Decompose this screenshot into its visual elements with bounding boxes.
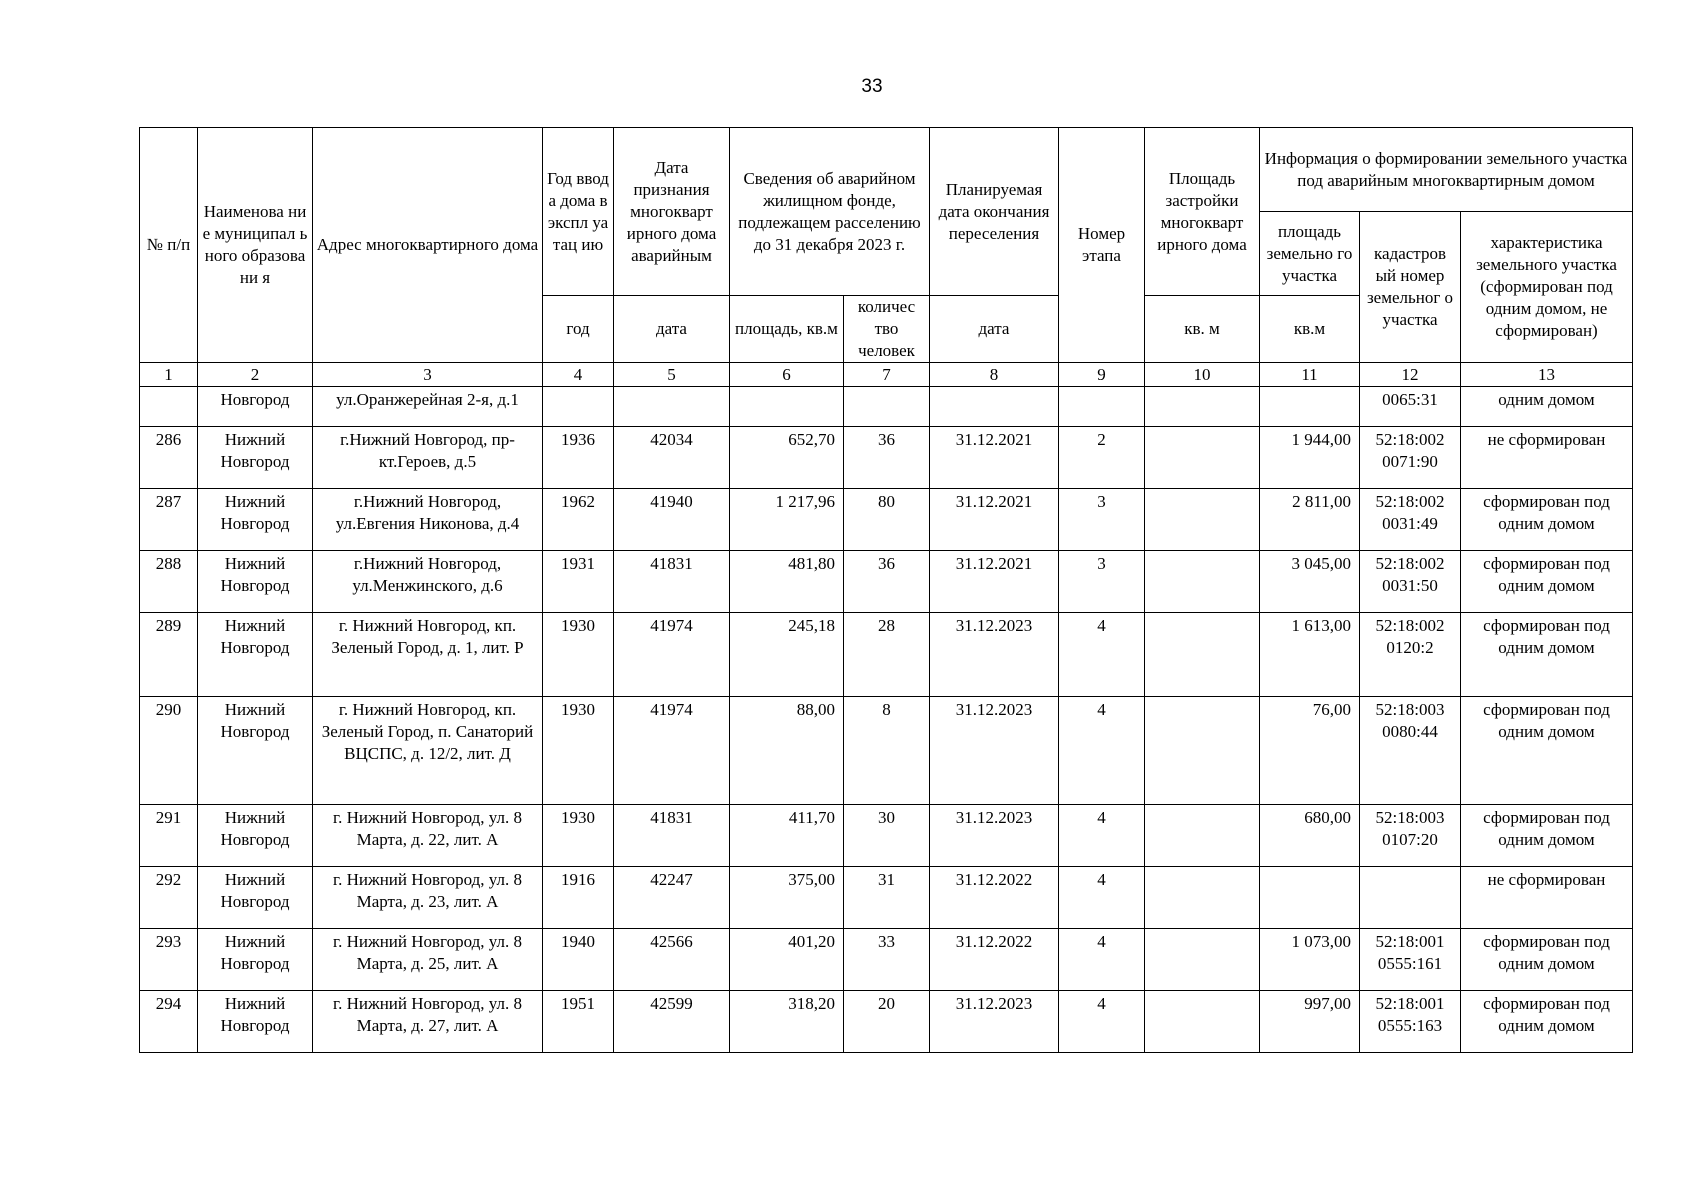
header-land-area: площадь земельно го участка	[1260, 212, 1360, 296]
stage-cell: 2	[1059, 427, 1145, 489]
recognition-date-cell: 41831	[614, 551, 730, 613]
col-number: 2	[198, 363, 313, 387]
row-number: 292	[140, 867, 198, 929]
row-number: 289	[140, 613, 198, 697]
year-cell: 1940	[543, 929, 614, 991]
header-number: № п/п	[140, 128, 198, 363]
table-row	[140, 551, 1633, 613]
area-cell: 1 217,96	[730, 489, 844, 551]
table-row	[140, 805, 1633, 867]
people-cell	[844, 387, 930, 427]
year-cell: 1930	[543, 613, 614, 697]
header-municipality: Наименова ние муниципал ьного образовани я	[198, 128, 313, 363]
col-number: 9	[1059, 363, 1145, 387]
col-number: 4	[543, 363, 614, 387]
land-area-cell: 3 045,00	[1260, 551, 1360, 613]
people-cell: 80	[844, 489, 930, 551]
unit-date: дата	[614, 296, 730, 363]
building-area-cell	[1145, 387, 1260, 427]
planned-date-cell: 31.12.2023	[930, 697, 1059, 805]
table-row	[140, 613, 1633, 697]
land-char-cell: сформирован под одним домом	[1461, 929, 1633, 991]
land-area-cell: 1 613,00	[1260, 613, 1360, 697]
unit-area: площадь, кв.м	[730, 296, 844, 363]
row-number: 293	[140, 929, 198, 991]
land-char-cell: сформирован под одним домом	[1461, 489, 1633, 551]
year-cell: 1916	[543, 867, 614, 929]
year-cell: 1962	[543, 489, 614, 551]
address-cell: г.Нижний Новгород, пр-кт.Героев, д.5	[313, 427, 543, 489]
year-cell: 1936	[543, 427, 614, 489]
address-cell: г. Нижний Новгород, ул. 8 Марта, д. 22, лит. А	[313, 805, 543, 867]
people-cell: 33	[844, 929, 930, 991]
table-row	[140, 929, 1633, 991]
header-land-info: Информация о формировании земельного участка под аварийным многоквартирным домом	[1260, 128, 1633, 212]
planned-date-cell: 31.12.2022	[930, 867, 1059, 929]
municipality-cell: Нижний Новгород	[198, 551, 313, 613]
land-char-cell: сформирован под одним домом	[1461, 991, 1633, 1053]
area-cell: 375,00	[730, 867, 844, 929]
people-cell: 20	[844, 991, 930, 1053]
stage-cell: 4	[1059, 867, 1145, 929]
municipality-cell: Нижний Новгород	[198, 489, 313, 551]
table-row	[140, 489, 1633, 551]
stage-cell: 4	[1059, 991, 1145, 1053]
building-area-cell	[1145, 929, 1260, 991]
cadastral-cell	[1360, 867, 1461, 929]
people-cell: 36	[844, 427, 930, 489]
land-area-cell: 76,00	[1260, 697, 1360, 805]
planned-date-cell: 31.12.2023	[930, 805, 1059, 867]
table-body	[140, 387, 1633, 1053]
year-cell: 1930	[543, 697, 614, 805]
land-char-cell: не сформирован	[1461, 867, 1633, 929]
building-area-cell	[1145, 489, 1260, 551]
row-number: 290	[140, 697, 198, 805]
unit-people: количес тво человек	[844, 296, 930, 363]
address-cell: г.Нижний Новгород, ул.Евгения Никонова, д.4	[313, 489, 543, 551]
address-cell: г. Нижний Новгород, ул. 8 Марта, д. 27, лит. А	[313, 991, 543, 1053]
stage-cell	[1059, 387, 1145, 427]
cadastral-cell: 52:18:002 0031:49	[1360, 489, 1461, 551]
area-cell: 652,70	[730, 427, 844, 489]
header-land-char: характеристика земельного участка (сформирован под одним домом, не сформирован)	[1461, 212, 1633, 363]
unit-planned-date: дата	[930, 296, 1059, 363]
people-cell: 8	[844, 697, 930, 805]
address-cell: г.Нижний Новгород, ул.Менжинского, д.6	[313, 551, 543, 613]
year-cell	[543, 387, 614, 427]
row-number: 286	[140, 427, 198, 489]
cadastral-cell: 52:18:001 0555:161	[1360, 929, 1461, 991]
people-cell: 31	[844, 867, 930, 929]
col-number: 1	[140, 363, 198, 387]
stage-cell: 4	[1059, 697, 1145, 805]
col-number: 12	[1360, 363, 1461, 387]
building-area-cell	[1145, 697, 1260, 805]
recognition-date-cell: 41974	[614, 613, 730, 697]
municipality-cell: Нижний Новгород	[198, 867, 313, 929]
recognition-date-cell: 42599	[614, 991, 730, 1053]
land-char-cell: сформирован под одним домом	[1461, 613, 1633, 697]
area-cell: 411,70	[730, 805, 844, 867]
building-area-cell	[1145, 551, 1260, 613]
address-cell: г. Нижний Новгород, кп. Зеленый Город, д. 1, лит. Р	[313, 613, 543, 697]
year-cell: 1951	[543, 991, 614, 1053]
table-row	[140, 427, 1633, 489]
area-cell: 88,00	[730, 697, 844, 805]
col-number: 5	[614, 363, 730, 387]
stage-cell: 4	[1059, 929, 1145, 991]
planned-date-cell: 31.12.2022	[930, 929, 1059, 991]
unit-year: год	[543, 296, 614, 363]
planned-date-cell: 31.12.2021	[930, 427, 1059, 489]
header-year-built: Год ввода дома в экспл уатац ию	[543, 128, 614, 296]
year-cell: 1931	[543, 551, 614, 613]
row-number: 294	[140, 991, 198, 1053]
cadastral-cell: 52:18:003 0080:44	[1360, 697, 1461, 805]
col-number: 8	[930, 363, 1059, 387]
cadastral-cell: 0065:31	[1360, 387, 1461, 427]
land-area-cell: 680,00	[1260, 805, 1360, 867]
area-cell	[730, 387, 844, 427]
municipality-cell: Новгород	[198, 387, 313, 427]
col-number: 10	[1145, 363, 1260, 387]
municipality-cell: Нижний Новгород	[198, 929, 313, 991]
address-cell: г. Нижний Новгород, ул. 8 Марта, д. 25, лит. А	[313, 929, 543, 991]
land-area-cell: 2 811,00	[1260, 489, 1360, 551]
cadastral-cell: 52:18:002 0071:90	[1360, 427, 1461, 489]
header-stage: Номер этапа	[1059, 128, 1145, 363]
municipality-cell: Нижний Новгород	[198, 427, 313, 489]
planned-date-cell: 31.12.2023	[930, 991, 1059, 1053]
municipality-cell: Нижний Новгород	[198, 805, 313, 867]
col-number: 3	[313, 363, 543, 387]
cadastral-cell: 52:18:001 0555:163	[1360, 991, 1461, 1053]
area-cell: 481,80	[730, 551, 844, 613]
row-number: 288	[140, 551, 198, 613]
year-cell: 1930	[543, 805, 614, 867]
land-area-cell: 1 073,00	[1260, 929, 1360, 991]
planned-date-cell: 31.12.2023	[930, 613, 1059, 697]
land-char-cell: сформирован под одним домом	[1461, 551, 1633, 613]
col-number: 11	[1260, 363, 1360, 387]
municipality-cell: Нижний Новгород	[198, 613, 313, 697]
cadastral-cell: 52:18:003 0107:20	[1360, 805, 1461, 867]
municipality-cell: Нижний Новгород	[198, 991, 313, 1053]
page-number: 33	[861, 76, 883, 97]
land-area-cell: 1 944,00	[1260, 427, 1360, 489]
building-area-cell	[1145, 991, 1260, 1053]
table-row	[140, 867, 1633, 929]
row-number	[140, 387, 198, 427]
row-number: 291	[140, 805, 198, 867]
building-area-cell	[1145, 867, 1260, 929]
address-cell: г. Нижний Новгород, кп. Зеленый Город, п. Санаторий ВЦСПС, д. 12/2, лит. Д	[313, 697, 543, 805]
planned-date-cell: 31.12.2021	[930, 489, 1059, 551]
land-area-cell	[1260, 387, 1360, 427]
recognition-date-cell: 42566	[614, 929, 730, 991]
stage-cell: 3	[1059, 489, 1145, 551]
header-recognition-date: Дата признания многокварт ирного дома аварийным	[614, 128, 730, 296]
stage-cell: 4	[1059, 613, 1145, 697]
header-address: Адрес многоквартирного дома	[313, 128, 543, 363]
land-area-cell	[1260, 867, 1360, 929]
building-area-cell	[1145, 805, 1260, 867]
planned-date-cell: 31.12.2021	[930, 551, 1059, 613]
recognition-date-cell: 41974	[614, 697, 730, 805]
people-cell: 36	[844, 551, 930, 613]
col-number: 13	[1461, 363, 1633, 387]
table-row	[140, 991, 1633, 1053]
col-number: 7	[844, 363, 930, 387]
planned-date-cell	[930, 387, 1059, 427]
address-cell: г. Нижний Новгород, ул. 8 Марта, д. 23, лит. А	[313, 867, 543, 929]
unit-land-area: кв.м	[1260, 296, 1360, 363]
header-emergency-fund: Сведения об аварийном жилищном фонде, подлежащем расселению до 31 декабря 2023 г.	[730, 128, 930, 296]
recognition-date-cell: 42247	[614, 867, 730, 929]
building-area-cell	[1145, 613, 1260, 697]
header-building-area: Площадь застройки многокварт ирного дома	[1145, 128, 1260, 296]
area-cell: 318,20	[730, 991, 844, 1053]
land-char-cell: не сформирован	[1461, 427, 1633, 489]
area-cell: 245,18	[730, 613, 844, 697]
people-cell: 30	[844, 805, 930, 867]
recognition-date-cell: 41940	[614, 489, 730, 551]
land-char-cell: одним домом	[1461, 387, 1633, 427]
building-area-cell	[1145, 427, 1260, 489]
row-number: 287	[140, 489, 198, 551]
stage-cell: 4	[1059, 805, 1145, 867]
land-char-cell: сформирован под одним домом	[1461, 805, 1633, 867]
table-row	[140, 697, 1633, 805]
stage-cell: 3	[1059, 551, 1145, 613]
recognition-date-cell: 42034	[614, 427, 730, 489]
address-cell: ул.Оранжерейная 2-я, д.1	[313, 387, 543, 427]
cadastral-cell: 52:18:002 0031:50	[1360, 551, 1461, 613]
emergency-housing-table	[139, 127, 1633, 1053]
area-cell: 401,20	[730, 929, 844, 991]
land-char-cell: сформирован под одним домом	[1461, 697, 1633, 805]
col-number: 6	[730, 363, 844, 387]
recognition-date-cell: 41831	[614, 805, 730, 867]
people-cell: 28	[844, 613, 930, 697]
header-cadastral: кадастров ый номер земельног о участка	[1360, 212, 1461, 363]
table-row	[140, 387, 1633, 427]
header-planned-date: Планируемая дата окончания переселения	[930, 128, 1059, 296]
unit-building-area: кв. м	[1145, 296, 1260, 363]
municipality-cell: Нижний Новгород	[198, 697, 313, 805]
land-area-cell: 997,00	[1260, 991, 1360, 1053]
cadastral-cell: 52:18:002 0120:2	[1360, 613, 1461, 697]
recognition-date-cell	[614, 387, 730, 427]
